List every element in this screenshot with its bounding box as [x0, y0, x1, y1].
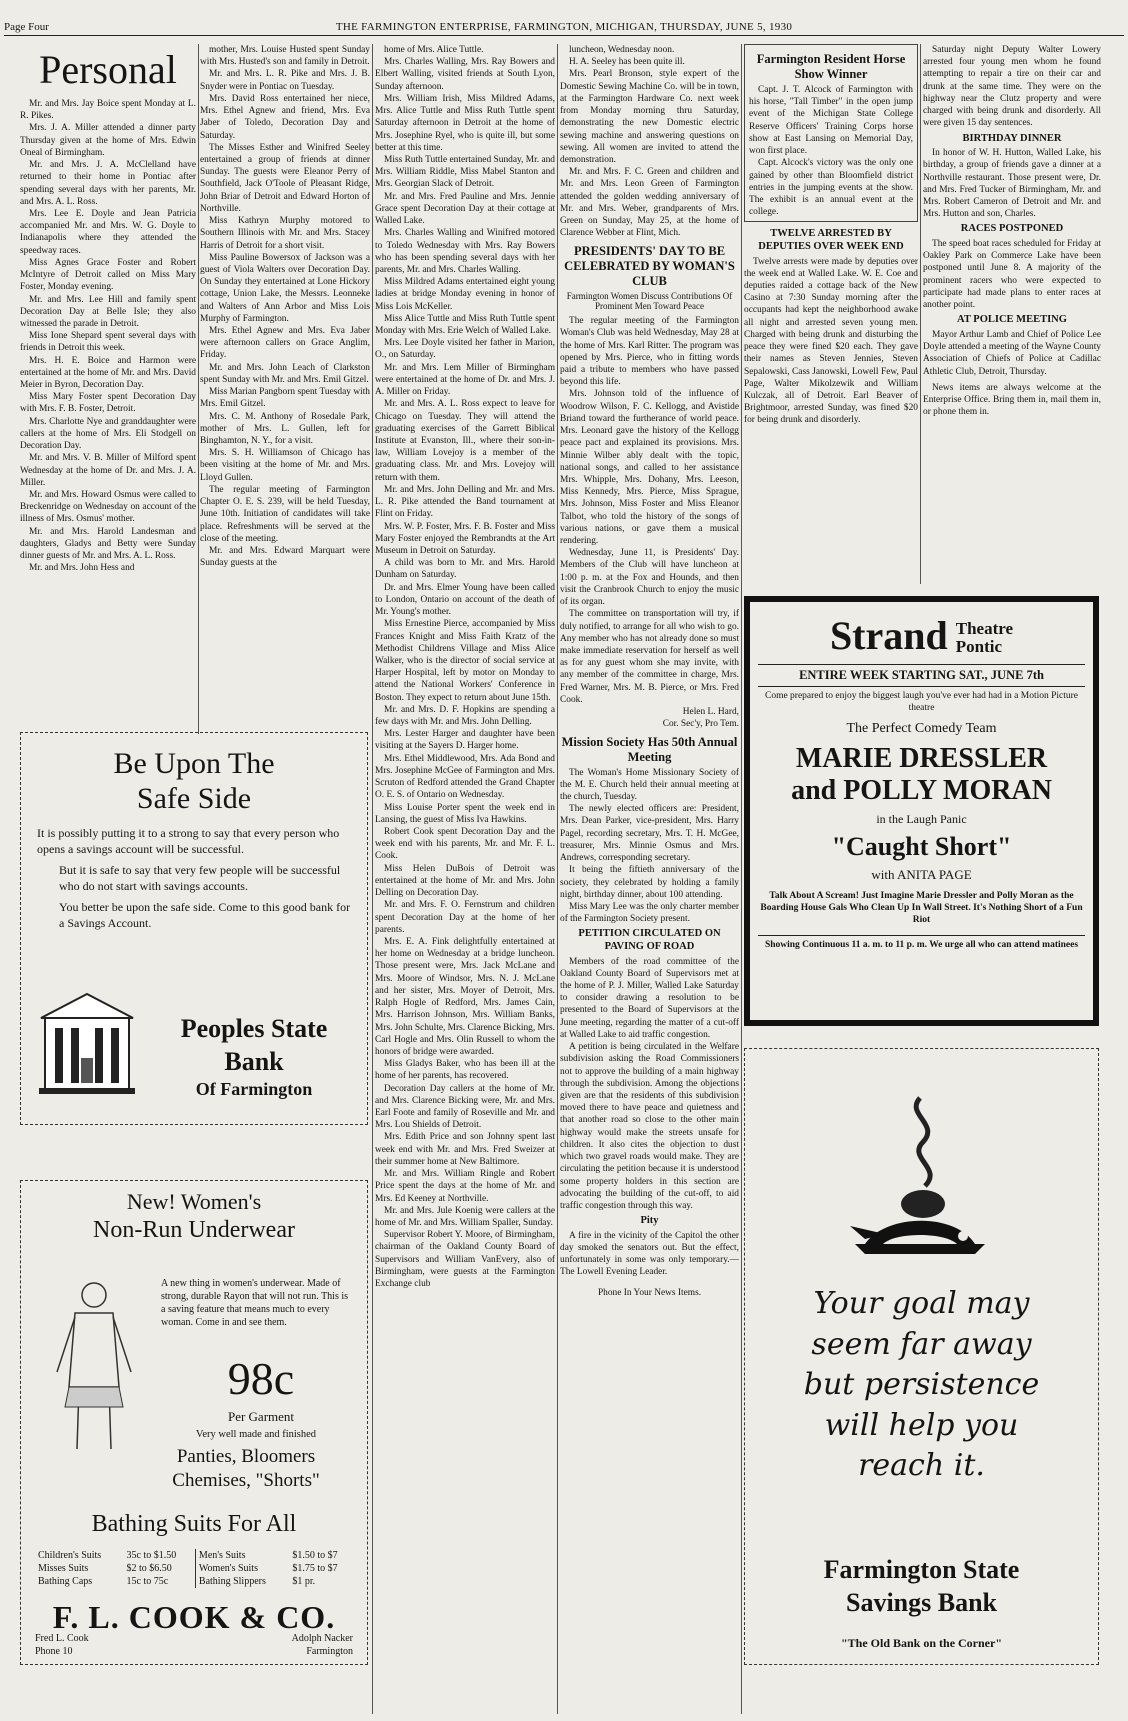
price-cell: 15c to 75c	[124, 1575, 196, 1588]
peoples-bank-name-1: Peoples State	[180, 1014, 328, 1043]
strand-showing: Showing Continuous 11 a. m. to 11 p. m. We urge all who can attend matinees	[758, 935, 1085, 952]
news-paragraph: luncheon, Wednesday noon.	[569, 45, 675, 55]
strand-laugh: in the Laugh Panic	[876, 812, 967, 827]
news-paragraph: home of Mrs. Alice Tuttle.	[384, 45, 484, 55]
races-postponed-headline: RACES POSTPONED	[960, 223, 1064, 235]
news-paragraph: The Woman's Home Missionary Society of the M. E. Church held their annual meeting at the church, Tuesday.	[560, 767, 739, 802]
strand-theatre-ad	[744, 596, 1099, 1026]
news-paragraph: Mr. and Mrs. F. O. Fernstrum and children spent Decoration Day at the home of her parents.	[375, 900, 555, 935]
masthead	[4, 21, 1124, 36]
news-paragraph: Miss Mary Foster spent Decoration Day with Mrs. F. B. Foster, Detroit.	[20, 392, 196, 415]
news-paragraph: Mr. and Mrs. J. A. McClelland have returned to their home in Pontiac after spending several days with her parents, Mr. and Mrs. A. L. Ross.	[20, 160, 196, 207]
bank-building-illustration	[37, 988, 137, 1098]
news-paragraph: Supervisor Robert Y. Moore, of Birmingham, chairman of the Oakland County Board of Supervisors and William VanEvery, also of Birmingham, were guests at the Farmington Exchange club	[375, 1230, 555, 1290]
peoples-bank-name-3: Of Farmington	[195, 1079, 313, 1099]
price-cell: $1.50 to $7	[292, 1550, 338, 1561]
news-paragraph: Mr. and Mrs. John Hess and	[29, 563, 135, 574]
news-paragraph: Members of the road committee of the Oakland County Board of Supervisors met at the home of P. J. Miller, Walled Lake Saturday to consider drawing a resolution to be presented to the Board of Supervisors at the June meeting, regarding the matter of a cut-off at Walled Lake to aid traffic congestion.	[560, 956, 739, 1040]
news-paragraph: Miss Marian Pangborn spent Tuesday with Mrs. Emil Gitzel.	[200, 387, 370, 410]
fl-cook-ad	[20, 1180, 368, 1665]
news-paragraph: Mrs. Johnson told of the influence of Woodrow Wilson, F. C. Kellogg, and Avistide Briand toward the furtherance of world peace. Mrs. Leonard gave the history of the Kellogg peace pact and explained its provisions. Mrs. Minnie Wilber ably dealt with the topic, national songs, and called to her assistance Mrs. Whipple, Mrs. Dohany, Mrs. Leeson, Miss Kennedy, Mrs. Pierce, Miss Sprague, Mrs. Johnson, Miss Foster and Miss Eleanor Talbot, who told the history of the songs of various nations, or gave them a musical rendering.	[560, 389, 739, 547]
news-paragraph: Miss Mary Lee was the only charter member of the Farmington Society present.	[560, 901, 739, 925]
page-number: Page Four	[4, 21, 49, 33]
news-paragraph: H. A. Seeley has been quite ill.	[569, 57, 685, 68]
column-4	[560, 44, 739, 1710]
news-paragraph: Mrs. Lee Doyle visited her father in Marion, O., on Saturday.	[375, 338, 555, 361]
price-row	[35, 1575, 355, 1588]
fsb-motto: "The Old Bank on the Corner"	[840, 1636, 1002, 1650]
woman-figure-illustration	[39, 1277, 149, 1457]
cook-footer-right	[292, 1633, 353, 1658]
news-paragraph: Miss Agnes Grace Foster and Robert McIntyre of Detroit called on Miss Mary Foster, Monday evening.	[20, 257, 196, 293]
news-paragraph: mother, Mrs. Louise Husted spent Sunday with Mrs. Husted's son and family in Detroit.	[200, 45, 370, 68]
fsb-name-line-2: Savings Bank	[845, 1587, 998, 1617]
price-cell: Women's Suits	[198, 1563, 258, 1574]
news-paragraph: Mrs. J. A. Miller attended a dinner party Thursday given at the home of Mrs. Edwin Oneal of Birmingham.	[20, 123, 196, 158]
strand-blurb: Talk About A Scream! Just Imagine Marie Dressler and Polly Moran as the Boarding House Gals Who Clean Up In Wall Street. It's Nothing Short of a Fun Riot	[760, 891, 1083, 925]
cook-items	[121, 1445, 371, 1493]
news-paragraph: Decoration Day callers at the home of Mr. and Mrs. Clarence Bicking were, Mr. and Mrs. Earl Foote and family of Roseville and Mr. and Mrs. Lou Shields of Detroit.	[375, 1083, 555, 1131]
news-paragraph: Mrs. H. E. Boice and Harmon were entertained at the home of Mr. and Mrs. David Meier in Byron, Decoration Day.	[20, 355, 196, 391]
news-paragraph: Mr. and Mrs. Lem Miller of Birmingham were entertained at the home of Dr. and Mrs. J. A. Miller on Friday.	[375, 362, 555, 398]
races-postponed-text: The speed boat races scheduled for Friday at Oakley Park on Commerce Lake have been postponed until June 8. A majority of the prominent racers who were expected to participate had made plans to enter races at another point.	[923, 239, 1101, 311]
price-cell: 35c to $1.50	[124, 1549, 196, 1562]
cook-town: Farmington	[306, 1645, 353, 1657]
news-paragraph: Mr. and Mrs. V. B. Miller of Milford spent Wednesday at the home of Dr. and Mrs. J. A. Miller.	[20, 453, 196, 488]
news-paragraph: Mrs. Charles Walling and Winifred motored to Toledo Wednesday with Mrs. Ray Bowers who has been spending several days with her parents, Mr. and Mrs. Charles Walling.	[375, 228, 555, 275]
news-paragraph: Miss Helen DuBois of Detroit was entertained at the home of Mr. and Mrs. John Delling on Decoration Day.	[375, 863, 555, 899]
strand-film: "Caught Short"	[831, 832, 1012, 862]
news-paragraph: Mr. and Mrs. Fred Pauline and Mrs. Jennie Grace spent Decoration Day at their cottage at Walled Lake.	[375, 191, 555, 227]
peoples-para-3: You better be upon the safe side. Come to this good bank for a Savings Account.	[59, 900, 351, 930]
price-cell: $1 pr.	[292, 1576, 316, 1587]
fsb-slogan-line-1: Your goal may	[813, 1286, 1030, 1321]
news-paragraph: Capt. Alcock's victory was the only one gained by other than Bloomfield district entries in the jumping events at the show. The exhibit is an annual event at the college.	[749, 158, 913, 218]
news-paragraph: Mrs. Pearl Bronson, style expert of the Domestic Sewing Machine Co. will be in town, at the Farmington Hardware Co. next week from Monday morning thru Saturday, demonstrating the new Domestic electric sewing machine and answering questions on sewing. All women are invited to attend the demonstration.	[560, 69, 739, 165]
mission-society-headline: Mission Society Has 50th Annual Meeting	[561, 734, 738, 764]
news-paragraph: Miss Alice Tuttle and Miss Ruth Tuttle spent Monday with Mrs. Erie Welch of Walled Lake.	[375, 313, 555, 337]
column-2	[200, 44, 370, 734]
peoples-bank-ad	[20, 732, 368, 1125]
news-paragraph: A child was born to Mr. and Mrs. Harold Dunham on Saturday.	[375, 558, 555, 581]
horse-show-box	[744, 44, 918, 222]
column-rule	[741, 44, 742, 1714]
cook-phone: Phone 10	[35, 1645, 73, 1657]
fsb-name	[745, 1554, 1098, 1619]
price-row	[35, 1549, 355, 1562]
news-paragraph: Miss Kathryn Murphy motored to Southern Illinois with Mr. and Mrs. Stacey Harris of Detroit for a short visit.	[200, 216, 370, 251]
peoples-bank-name	[151, 1013, 357, 1101]
news-paragraph: Mrs. C. M. Anthony of Rosedale Park, mother of Mrs. L. Gullen, left for Binghamton, N. Y., for a visit.	[200, 411, 370, 446]
peoples-title-2: Safe Side	[136, 781, 252, 815]
column-3	[375, 44, 555, 1710]
presidents-day-subhead: Farmington Women Discuss Contributions Of Prominent Men Toward Peace	[566, 290, 733, 312]
news-paragraph: Mr. and Mrs. Edward Marquart were Sunday guests at the	[200, 545, 370, 569]
fsb-slogan	[745, 1284, 1098, 1487]
news-paragraph: Mr. and Mrs. D. F. Hopkins are spending a few days with Mr. and Mrs. John Delling.	[375, 704, 555, 728]
strand-team: The Perfect Comedy Team	[846, 720, 997, 736]
cook-items-1: Panties, Bloomers	[176, 1446, 316, 1467]
news-paragraph: Mr. and Mrs. Jay Boice spent Monday at L. R. Pikes.	[20, 99, 196, 122]
news-paragraph: Mr. and Mrs. Howard Osmus were called to Breckenridge on Wednesday on account of the illness of Mrs. Osmus' mother.	[20, 490, 196, 525]
phone-in-news: Phone In Your News Items.	[597, 1287, 702, 1298]
news-paragraph: Capt. J. T. Alcock of Farmington with his horse, "Tall Timber" in the open jump event of the Michigan State College Reserve Officers' Training Corps horse show at East Lansing on Memorial Day, won first place.	[749, 85, 913, 157]
news-paragraph: Mr. and Mrs. L. R. Pike and Mrs. J. B. Snyder were in Pontiac on Tuesday.	[200, 69, 370, 92]
cook-bathing-heading: Bathing Suits For All	[91, 1511, 297, 1537]
news-paragraph: Mrs. Charlotte Nye and granddaughter were callers at the home of Mrs. Eli Stodgell on Decoration Day.	[20, 416, 196, 452]
fsb-slogan-line-5: reach it.	[858, 1448, 985, 1483]
pity-headline: Pity	[640, 1215, 659, 1227]
birthday-dinner-headline: BIRTHDAY DINNER	[962, 132, 1062, 144]
news-paragraph: A petition is being circulated in the Welfare subdivision asking the Road Commissioners not to approve the building of a main highway through the subdivision. Among the objections given are that the residents of this subdivision moved there to have peace and quietness and that another road so close to the other main highway would make the streets unsafe for children. It also cites the objection to dust which two gravel roads would make. They are circulating the petition because it is understood some property holders in this section are advocating the building of the cut-off, to aid traffic congestion through this way.	[560, 1042, 739, 1211]
price-cell: Bathing Caps	[38, 1576, 93, 1587]
news-paragraph: Miss Mildred Adams entertained eight young ladies at bridge Monday evening in honor of Miss Lois McKeller.	[375, 277, 555, 312]
news-paragraph: Mr. and Mrs. F. C. Green and children and Mr. and Mrs. Leon Green of Farmington attended the golden wedding anniversary of Mr. and Mrs. Weber, grandparents of Mrs. Green on Sunday, May 25, at the home of Clarence Webber at Flint, Mich.	[560, 167, 739, 239]
news-paragraph: Mrs. Lee E. Doyle and Jean Patricia accompanied Mr. and Mrs. W. G. Doyle to Indianapolis where they attended the speedway races.	[20, 208, 196, 256]
strand-logo	[758, 613, 1085, 658]
fsb-name-line-1: Farmington State	[823, 1555, 1020, 1584]
twelve-arrested-headline: TWELVE ARRESTED BY DEPUTIES OVER WEEK END	[758, 228, 904, 252]
news-paragraph: Miss Louise Porter spent the week end in Lansing, the guest of Miss Iva Hawkins.	[375, 802, 555, 825]
news-paragraph: Miss Ione Shepard spent several days with friends in Detroit this week.	[20, 331, 196, 354]
horse-show-headline: Farmington Resident Horse Show Winner	[756, 52, 906, 81]
strand-theatre-word: Theatre	[955, 619, 1014, 639]
price-cell: Men's Suits	[198, 1550, 246, 1561]
news-paragraph: Mr. and Mrs. Jule Koenig were callers at the home of Mr. and Mrs. William Spaller, Sunday.	[375, 1205, 555, 1228]
fsb-slogan-line-3: but persistence	[803, 1367, 1040, 1402]
pity-text: A fire in the vicinity of the Capitol the other day smoked the senators out. But the effect, unfortunately in some was only temporary.—The Lowell Evening Leader.	[560, 1230, 739, 1278]
news-paragraph: Mr. and Mrs. Harold Landesman and daughters, Gladys and Betty were Sunday dinner guests of Mr. and Mrs. A. L. Ross.	[20, 526, 196, 562]
petition-headline: PETITION CIRCULATED ON PAVING OF ROAD	[578, 928, 721, 952]
news-paragraph: Mrs. Ethel Middlewood, Mrs. Ada Bond and Mrs. Josephine McGee of Farmington and Mrs. Scruton of Redford attended the Grand Chapter O. E. S. of Ontario on Wednesday.	[375, 753, 555, 801]
news-paragraph: Mrs. Edith Price and son Johnny spent last week end with Mr. and Mrs. Fred Sweizer at their summer home at New Baltimore.	[375, 1132, 555, 1167]
cook-store-name: F. L. COOK & CO.	[52, 1599, 336, 1635]
strand-star-1: MARIE DRESSLER	[795, 742, 1048, 774]
news-paragraph: Mr. and Mrs. John Leach of Clarkston spent Sunday with Mr. and Mrs. Emil Gitzel.	[200, 362, 370, 385]
news-paragraph: Mr. and Mrs. A. L. Ross expect to leave for Chicago on Tuesday. They will attend the graduating exercises of the Garrett Biblical Institute at Evanston, Ill., where their son-in-law, William Lovejoy is a member of the graduating class. Mr. and Mrs. Lovejoy will return with them.	[375, 399, 555, 483]
column-6	[923, 44, 1101, 564]
cook-items-2: Chemises, "Shorts"	[172, 1469, 320, 1491]
strand-star-2: and POLLY MORAN	[791, 774, 1052, 806]
news-paragraph: Mrs. David Ross entertained her niece, Mrs. Ethel Agnew and friend, Mrs. Eva Jaber of Toledo, Decoration Day and Saturday.	[200, 93, 370, 141]
news-paragraph: Twelve arrests were made by deputies over the week end at Walled Lake. W. E. Coe and deputies raided a cottage back of the New Casino at 7:30 Sunday morning after the occupants had kept the neighborhood awake all night and arrested seven young men. Charged with being drunk and disturbing the peace they were fined $20 each. They gave their names as Steven Jennies, Steven Sepalowski, Cass Janowski, Lowell Few, Paul Page, Walter Mikolzewik and William Kulczak, all of Detroit. Earl Beaver of Brightmoor, arrested Sunday, was fined $20 for being drunk and disorderly.	[744, 256, 918, 426]
signature-title: Cor. Sec'y, Pro Tem.	[662, 719, 739, 730]
strand-prepare: Come prepared to enjoy the biggest laugh you've ever had had in a Motion Picture theatre	[764, 691, 1079, 713]
news-paragraph: Mrs. E. A. Fink delightfully entertained at her home on Wednesday at a bridge luncheon. Those present were, Mrs. Jack McLane and Mrs. Moore of Windsor, Mrs. N. J. McLane and her sister, Mrs. Moyer of Detroit, Mrs. Ralph Hogle of Redford, Mrs. James Cain, Mrs. Harrison Johnson, Mrs. William Banks, Mrs. John Schulte, Mrs. Clarence Bicking, Mrs. Carl Hogle and Mrs. Olin Russell to whom the honors of bridge were awarded.	[375, 936, 555, 1057]
cook-partner: Adolph Nacker	[291, 1633, 353, 1644]
cook-price-table	[35, 1549, 355, 1588]
news-paragraph: The regular meeting of the Farmington Woman's Club was held Wednesday, May 28 at the home of Mrs. Karl Ritter. The program was opened by Mrs. Pierce, who in fitting words paid a tribute to members who have passed beyond this life.	[560, 316, 739, 388]
cook-footer-left	[35, 1633, 89, 1658]
news-paragraph: Mrs. Ethel Agnew and Mrs. Eva Jaber were afternoon callers on Grace Anglim, Friday.	[200, 326, 370, 361]
news-paragraph: Miss Gladys Baker, who has been ill at the home of her parents, has recovered.	[375, 1059, 555, 1082]
strand-with: with ANITA PAGE	[871, 867, 972, 883]
column-5	[744, 44, 918, 564]
fsb-slogan-line-2: seem far away	[811, 1326, 1032, 1362]
news-paragraph: Miss Ruth Tuttle entertained Sunday, Mr. and Mrs. William Riddle, Miss Mabel Stanton and Mrs. Georgian Slack of Detroit.	[375, 154, 555, 190]
news-paragraph: Mrs. William Irish, Miss Mildred Adams, Mrs. Alice Tuttle and Miss Ruth Tuttle spent Saturday afternoon in Detroit at the home of Mrs. Josephine Ryel, who is quite ill, but some better at this time.	[375, 93, 555, 153]
signature-name: Helen L. Hard,	[682, 707, 739, 718]
price-cell: $2 to $6.50	[124, 1562, 196, 1575]
peoples-para-1: It is possibly putting it to a strong to say that every person who opens a savings account will be successful.	[37, 826, 340, 856]
news-items-note: News items are always welcome at the Enterprise Office. Bring them in, mail them in, or phone them in.	[923, 382, 1101, 418]
police-meeting-text: Mayor Arthur Lamb and Chief of Police Lee Doyle attended a meeting of the Wayne County Association of Chiefs of Police at Cadillac Athletic Club, Detroit, Thursday.	[923, 329, 1101, 377]
fsb-slogan-line-4: will help you	[824, 1407, 1019, 1443]
price-cell: Misses Suits	[38, 1563, 89, 1574]
cook-per-garment: Per Garment	[227, 1409, 295, 1424]
news-paragraph: Miss Ernestine Pierce, accompanied by Miss Frances Knight and Miss Faith Kratz of the Methodist Childrens Village and Miss Alice Walker, who is the director of social service at Harper Hospital, left by motor on Monday to attend the National Workers' Conference in Boston. They expect to return about June 15th.	[375, 619, 555, 703]
deputy-lowery-item: Saturday night Deputy Walter Lowery arrested four young men whom he found attempting to repair a tire on their car and drunk at the same time. They were on the highway near the Clutz property and were charged with being drunk and disorderly. All were given 15 day sentences.	[923, 45, 1101, 129]
cook-title-1: New! Women's	[126, 1189, 262, 1214]
price-cell: $1.75 to $7	[292, 1563, 338, 1574]
news-paragraph: Mr. and Mrs. John Delling and Mr. and Mrs. L. R. Pike attended the Band tournament at Flint on Friday.	[375, 484, 555, 520]
news-paragraph: The Misses Esther and Winifred Seeley entertained a group of friends at dinner Sunday. The guests were Eleanor Perry of Southfield, Jack O'Toole of Pleasant Ridge, John Briar of Detroit and Edward Horton of Northville.	[200, 142, 370, 214]
news-paragraph: The newly elected officers are: President, Mrs. Dean Parker, vice-president, Mrs. Harry Pagel, recording secretary, Mrs. T. H. McGee, treasurer, Mrs. Minnie Osmus and Mrs. Andrews, corresponding secretary.	[560, 804, 739, 864]
genie-lamp-illustration	[845, 1094, 995, 1264]
column-rule	[198, 44, 199, 734]
news-paragraph: The regular meeting of Farmington Chapter O. E. S. 239, will be held Tuesday, June 10th. Initiation of candidates will take place. Refreshments will be served at the close of the meeting.	[200, 484, 370, 544]
column-rule	[920, 44, 921, 584]
column-rule	[557, 44, 558, 1714]
farmington-savings-ad	[744, 1048, 1099, 1665]
peoples-title-1: Be Upon The	[113, 747, 275, 780]
cook-made: Very well made and finished	[195, 1429, 317, 1440]
strand-town: Pontic	[955, 637, 1003, 657]
birthday-dinner-text: In honor of W. H. Hutton, Walled Lake, his birthday, a group of friends gave a dinner at a Northville restaurant. Those present were, Dr. and Mrs. Fred Tucker of Birmingham, Mr. and Mrs. Robert Cameron of Detroit and Mr. and Mrs. Hutton and son, Charles.	[923, 148, 1101, 220]
strand-name: Strand	[829, 613, 948, 658]
news-paragraph: Mrs. Charles Walling, Mrs. Ray Bowers and Elbert Walling, visited friends at South Lyon, Sunday afternoon.	[375, 57, 555, 92]
masthead-title: THE FARMINGTON ENTERPRISE, FARMINGTON, MICHIGAN, THURSDAY, JUNE 5, 1930	[335, 21, 793, 33]
news-paragraph: Mrs. S. H. Williamson of Chicago has been visiting at the home of Mr. and Mrs. Lloyd Gullen.	[200, 448, 370, 483]
personal-heading: Personal	[39, 47, 177, 92]
news-paragraph: Mrs. Lester Harger and daughter have been visiting at the Sayers D. Harger home.	[375, 729, 555, 752]
news-paragraph: It being the fiftieth anniversary of the society, they celebrated by holding a family night, birthday dinner, about 100 attending.	[560, 865, 739, 900]
news-paragraph: Dr. and Mrs. Elmer Young have been called to London, Ontario on account of the death of Mr. Young's mother.	[375, 582, 555, 618]
cook-description: A new thing in women's underwear. Made of strong, durable Rayon that will not run. This is a saving feature that means much to every woman. Come in and see them.	[161, 1278, 349, 1328]
price-cell: Children's Suits	[38, 1550, 102, 1561]
news-paragraph: Wednesday, June 11, is Presidents' Day. Members of the Club will have luncheon at 1:00 p. m. at the Fox and Hounds, and then visit the Cranbrook Church to enjoy the music of its organ.	[560, 548, 739, 608]
peoples-bank-name-2: Bank	[224, 1046, 284, 1076]
news-paragraph: Mrs. W. P. Foster, Mrs. F. B. Foster and Miss Mary Foster enjoyed the Rembrandts at the Art Museum in Detroit on Saturday.	[375, 521, 555, 556]
news-paragraph: Mr. and Mrs. William Ringle and Robert Price spent the days at the home of Mr. and Mrs. Ed Keeney at Northville.	[375, 1169, 555, 1204]
personal-column	[20, 44, 196, 734]
cook-owner: Fred L. Cook	[35, 1633, 89, 1644]
price-row	[35, 1562, 355, 1575]
news-paragraph: Miss Pauline Bowersox of Jackson was a guest of Viola Walters over Decoration Day. On Sunday they entertained at Lone Hickory cottage, Union Lake, the Messrs. Leonneke and Walters of Ann Arbor and Miss Lois Murphy of Farmington.	[200, 252, 370, 324]
cook-title-2: Non-Run Underwear	[93, 1217, 295, 1244]
peoples-para-2: But it is safe to say that very few people will be successful who do not start with savings accounts.	[59, 863, 341, 893]
cook-price: 98c	[227, 1353, 295, 1404]
column-rule	[372, 44, 373, 1714]
price-cell: Bathing Slippers	[198, 1576, 266, 1587]
news-paragraph: Mr. and Mrs. Lee Hill and family spent Decoration Day at Belle Isle; they also witnessed the parade in Detroit.	[20, 294, 196, 329]
strand-week: ENTIRE WEEK STARTING SAT., JUNE 7th	[758, 664, 1085, 687]
police-meeting-headline: AT POLICE MEETING	[957, 314, 1067, 326]
presidents-day-headline: PRESIDENTS' DAY TO BE CELEBRATED BY WOMAN'S CLUB	[564, 243, 735, 288]
news-paragraph: The committee on transportation will try, if duly notified, to arrange for all who wish to go. Any member who has not already done so must make immediate reservation for herself as well as for any guest whom she may invite, with any member of the committee in charge, Mrs. Fred Warner, Mrs. M. B. Pierce, or Mrs. Fred Cook.	[560, 609, 739, 705]
news-paragraph: Robert Cook spent Decoration Day and the week end with his parents, Mr. and Mr. F. L. Cook.	[375, 827, 555, 862]
